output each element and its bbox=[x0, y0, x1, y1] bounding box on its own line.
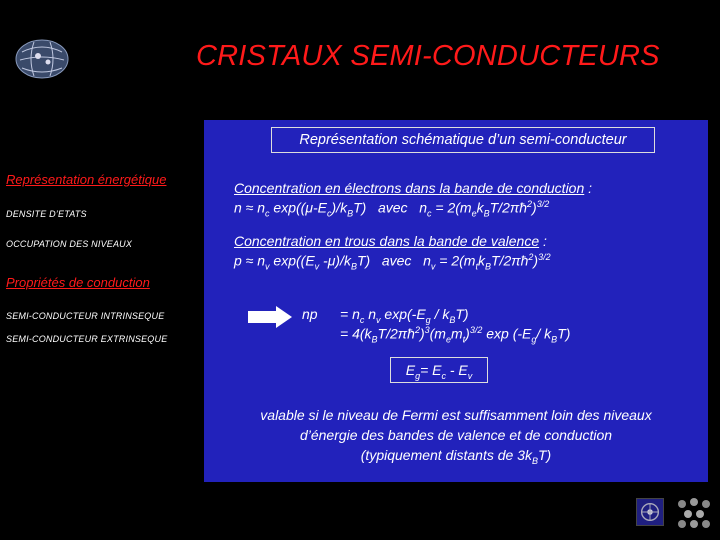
arrow-right-icon bbox=[248, 306, 292, 328]
atom-thumbnail-icon[interactable] bbox=[674, 494, 714, 530]
conduction-item-intrinsic[interactable]: SEMI-CONDUCTEUR INTRINSEQUE bbox=[6, 311, 165, 321]
holes-concentration-label: Concentration en trous dans la bande de valence : bbox=[234, 233, 547, 249]
page-title: CRISTAUX SEMI-CONDUCTEURS bbox=[196, 40, 660, 72]
schema-caption-box: Représentation schématique d’un semi-conducteur bbox=[271, 127, 655, 153]
energy-heading[interactable]: Représentation énergétique bbox=[6, 172, 167, 187]
globe-logo-icon bbox=[14, 38, 70, 80]
energy-item-density[interactable]: DENSITE D’ETATS bbox=[6, 209, 87, 219]
energy-item-occupation[interactable]: OCCUPATION DES NIVEAUX bbox=[6, 239, 133, 249]
validity-line-1: valable si le niveau de Fermi est suffisamment loin des niveaux bbox=[260, 407, 652, 423]
np-formula-line2: = $4(k_BT/2\pi ħ^2)^3(m_em_t)^{3/2}$ $\exp (-E_g/$ $k_BT$) bbox=[340, 325, 571, 345]
electrons-concentration-label: Concentration en électrons dans la bande de conduction : bbox=[234, 180, 593, 196]
validity-note bbox=[204, 405, 708, 471]
crystal-thumbnail-icon[interactable] bbox=[636, 498, 664, 526]
electrons-formula: $n \approx n_c$ $\exp((\mu-E_c)/k_BT)$ avec $n_c$ = $2(m_ek_BT/2\pi ħ^2)^{3/2}$ bbox=[234, 199, 550, 219]
np-formula-line1: = $n_c$ $n_v$ $\exp(-E_g / k_BT)$ bbox=[340, 306, 469, 325]
validity-line-2: d’énergie des bandes de valence et de conduction bbox=[299, 427, 613, 443]
conduction-heading[interactable]: Propriétés de conduction bbox=[6, 275, 150, 290]
validity-line-3: (typiquement distants de $3k_BT$) bbox=[360, 447, 552, 466]
holes-formula: $p \approx n_v$ $\exp((E_v$ $-\mu)/k_BT$) avec $n_v$ = $2(m_tk_BT/2\pi ħ^2)^{3/2}$ bbox=[234, 252, 551, 272]
np-label: np bbox=[302, 306, 318, 322]
gap-energy-box: $E_g= E_c - E_v$ bbox=[390, 357, 488, 383]
conduction-item-extrinsic[interactable]: SEMI-CONDUCTEUR EXTRINSEQUE bbox=[6, 334, 168, 344]
